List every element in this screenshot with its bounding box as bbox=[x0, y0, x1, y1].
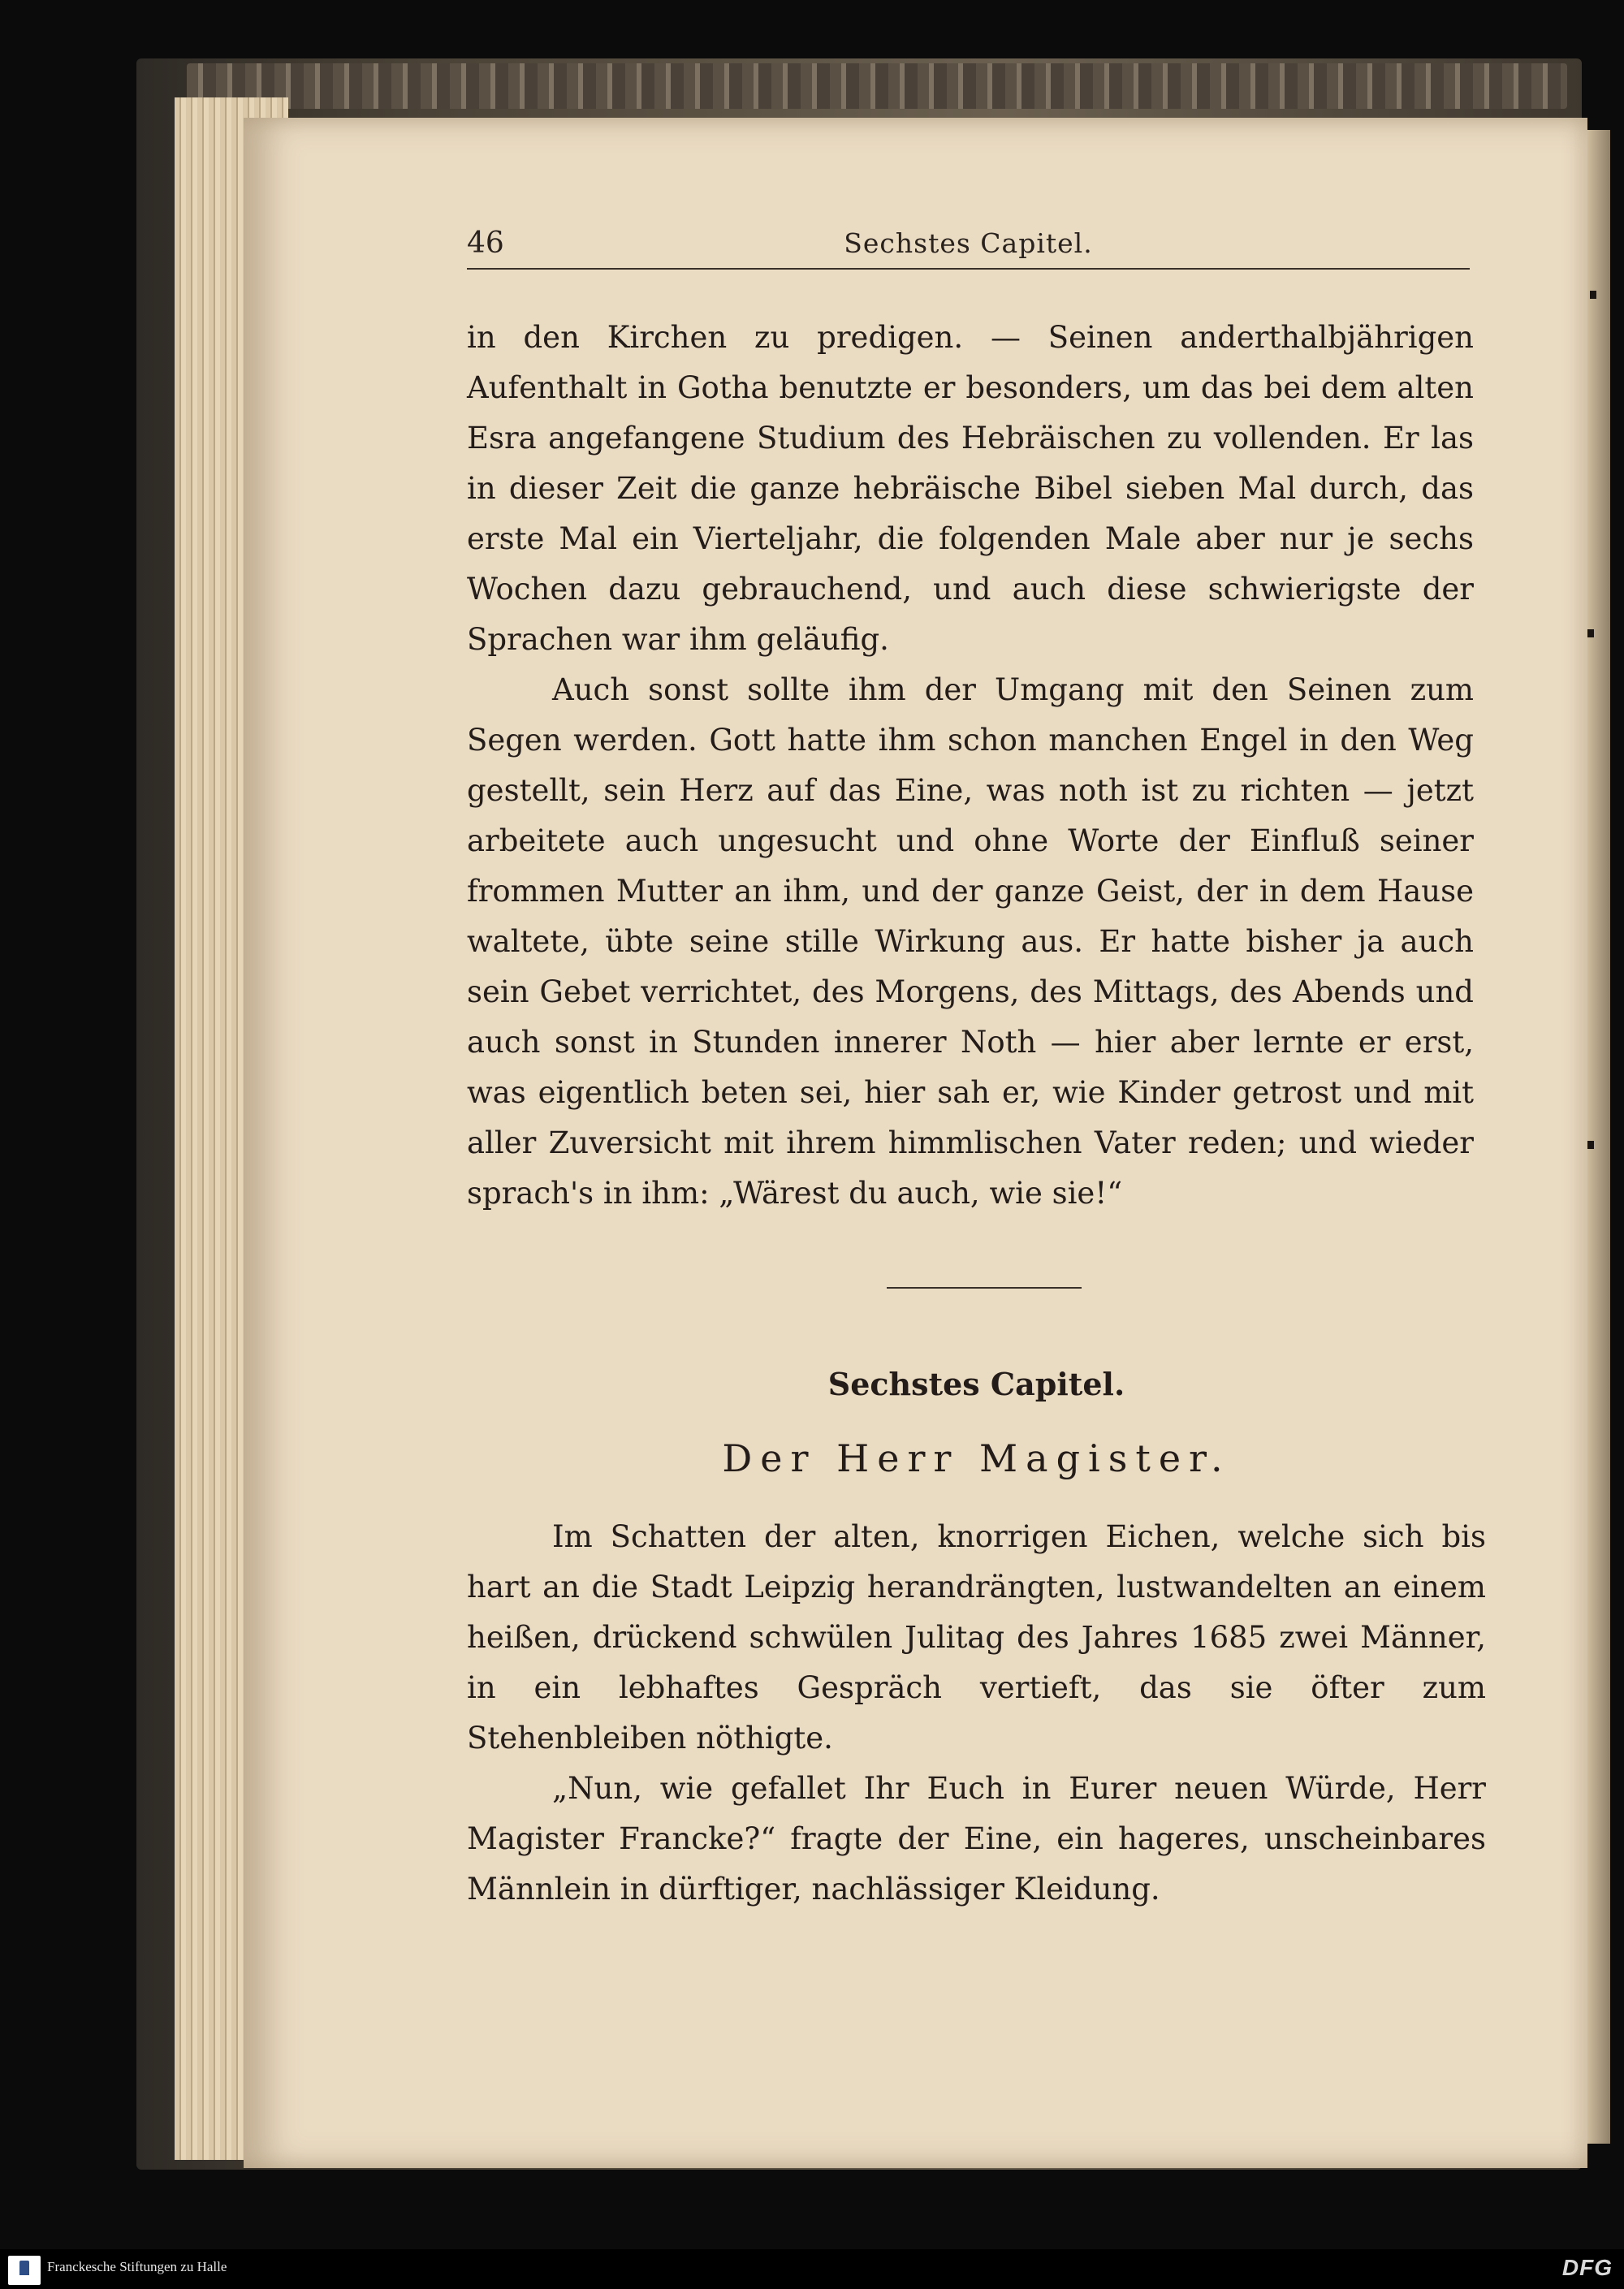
book-cover-top-edge bbox=[187, 63, 1567, 109]
page-right-edge bbox=[1587, 130, 1610, 2144]
paragraph: Auch sonst sollte ihm der Umgang mit den Seinen zum Segen werden. Gott hatte ihm schon manchen Engel in den Weg gestellt, sein Herz auf das Eine, was noth ist zu richten — jetzt arbeitete auch ungesucht und ohne Worte der Einfluß seiner frommen Mutter an ihm, und der ganze Geist, der in dem Hause waltete, übte seine stille Wirkung aus. Er hatte bisher ja auch sein Gebet verrichtet, des Morgens, des Mittags, des Abends und auch sonst in Stunden innerer Noth — hier aber lernte er erst, was eigentlich beten sei, hier sah er, wie Kinder getrost und mit aller Zuversicht mit ihrem himmlischen Vater reden; und wieder sprach's in ihm: „Wärest du auch, wie sie!“ bbox=[467, 672, 1474, 1211]
viewer-footer-bar bbox=[0, 2251, 1624, 2289]
institution-name: Franckesche Stiftungen zu Halle bbox=[47, 2259, 227, 2274]
chapter-title: Der Herr Magister. bbox=[722, 1436, 1231, 1480]
paragraph: „Nun, wie gefallet Ihr Euch in Eurer neuen Würde, Herr Magister Francke?“ fragte der Eine, ein hageres, unscheinbares Männlein in dürftiger, nachlässiger Kleidung. bbox=[467, 1771, 1486, 1907]
paragraph: Im Schatten der alten, knorrigen Eichen, welche sich bis hart an die Stadt Leipzig herandrängten, lustwandelten an einem heißen, drückend schwülen Julitag des Jahres 1685 zwei Männer, in ein lebhaftes Gespräch vertieft, das sie öfter zum Stehenbleiben nöthigte. bbox=[467, 1519, 1486, 1756]
institution-logo-icon bbox=[8, 2256, 41, 2285]
running-head: Sechstes Capitel. bbox=[844, 227, 1093, 259]
margin-mark bbox=[1590, 291, 1596, 299]
margin-mark bbox=[1587, 1141, 1594, 1149]
dfg-logo: DFG bbox=[1561, 2255, 1613, 2280]
margin-mark bbox=[1587, 629, 1594, 637]
chapter-label: Sechstes Capitel. bbox=[827, 1366, 1125, 1402]
page-header bbox=[467, 226, 1470, 270]
body-text bbox=[467, 313, 1474, 1219]
chapter-text bbox=[467, 1512, 1486, 1915]
section-divider bbox=[887, 1287, 1082, 1289]
page-number: 46 bbox=[467, 227, 504, 260]
paragraph: in den Kirchen zu predigen. — Seinen anderthalbjährigen Aufenthalt in Gotha benutzte er besonders, um das bei dem alten Esra angefangene Studium des Hebräischen zu vollenden. Er las in dieser Zeit die ganze hebräische Bibel sieben Mal durch, das erste Mal ein Vierteljahr, die folgenden Male aber nur je sechs Wochen dazu gebrauchend, und auch diese schwierigste der Sprachen war ihm geläufig. bbox=[467, 320, 1474, 657]
